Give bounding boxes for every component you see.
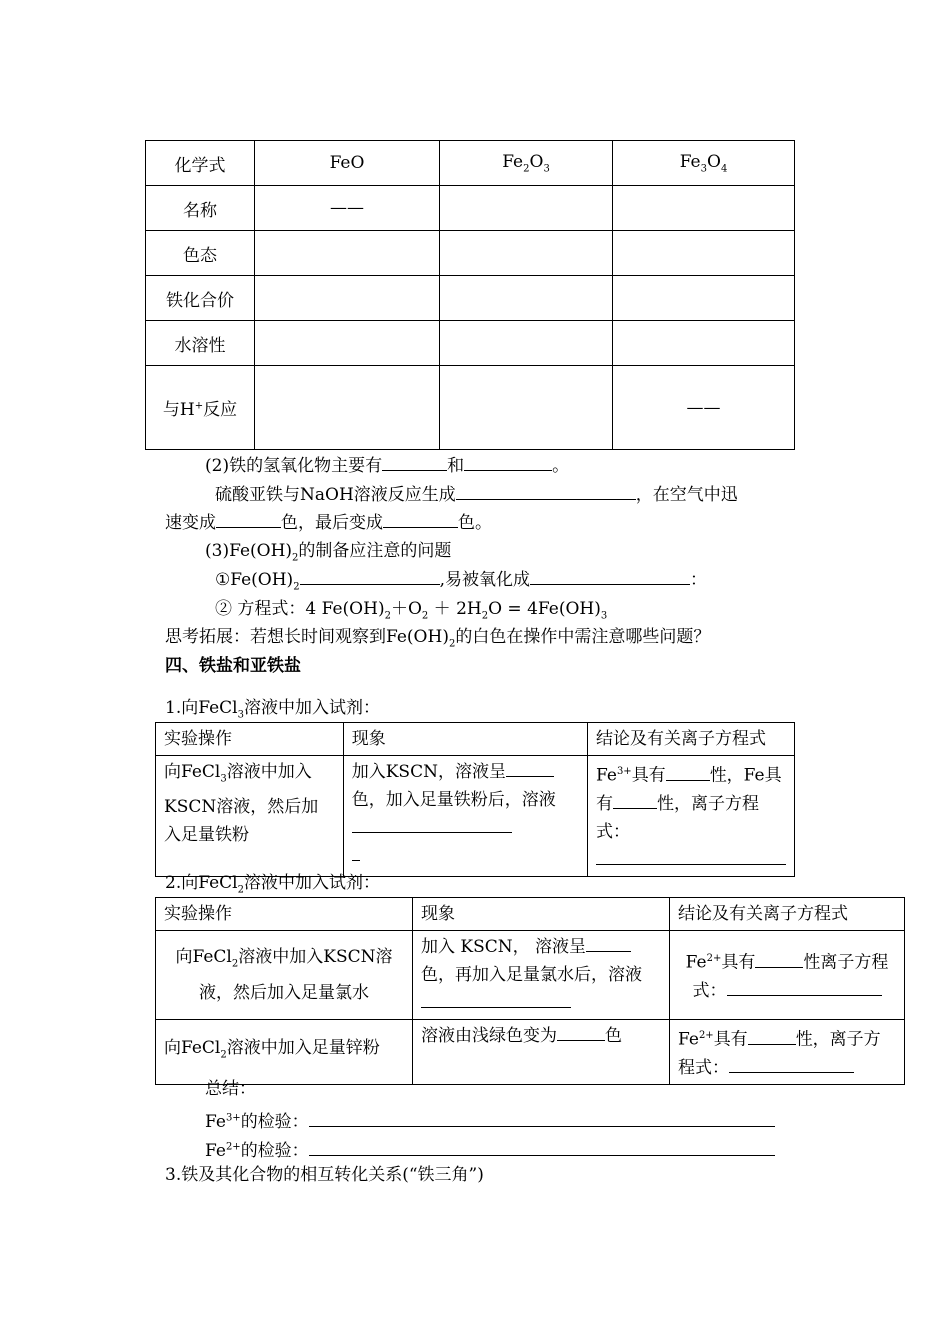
text: $Fe^{2+}$的检验： [205, 1140, 309, 1161]
text: 硫酸亚铁与NaOH溶液反应生成 [215, 485, 456, 505]
conclusion-cell: $Fe^{2+}$具有 性，离子方程式： [670, 1020, 905, 1085]
blank [530, 566, 690, 585]
operation-cell: 向FeCl$_2$溶液中加入足量锌粉 [156, 1020, 413, 1085]
blank [309, 1108, 775, 1127]
sub1-heading: 1.向FeCl$_3$溶液中加入试剂： [165, 698, 380, 721]
operation-cell: 向FeCl$_3$溶液中加入KSCN溶液，然后加入足量铁粉 [156, 756, 344, 877]
table-cell [255, 276, 440, 321]
text: 和 [447, 456, 465, 476]
header-conclusion: 结论及有关离子方程式 [588, 723, 795, 756]
table-row [156, 1020, 905, 1085]
color-change-line [165, 509, 492, 537]
fecl2-table [155, 897, 905, 1085]
equation-line: ② 方程式：4 $Fe(OH)_2+O_2 + 2H_2O = 4Fe(OH)_3$ [215, 599, 608, 622]
table-row [146, 276, 795, 321]
blank [596, 846, 786, 865]
blank [729, 1054, 854, 1073]
header-fe3o4: $Fe_3O_4$ [613, 141, 795, 186]
header-formula: 化学式 [146, 141, 255, 186]
text: 。 [552, 456, 570, 476]
blank [352, 842, 360, 861]
text: (2)铁的氢氧化物主要有 [205, 456, 383, 476]
think-line: 思考拓展：若想长时间观察到$Fe(OH)_2$的白色在操作中需注意哪些问题？ [165, 627, 711, 650]
text: 色，最后变成 [281, 513, 383, 533]
blank [748, 1026, 796, 1045]
row-label-name: 名称 [146, 186, 255, 231]
blank [300, 566, 440, 585]
row-label-solubility: 水溶性 [146, 321, 255, 366]
text: $Fe^{3+}$的检验： [205, 1111, 309, 1132]
table-cell [255, 366, 440, 450]
operation-cell: 向FeCl$_2$溶液中加入KSCN溶液，然后加入足量氯水 [156, 931, 413, 1020]
sub3-heading: 3.铁及其化合物的相互转化关系(“铁三角”) [165, 1165, 484, 1185]
header-conclusion: 结论及有关离子方程式 [670, 898, 905, 931]
blank [464, 452, 552, 471]
phenomenon-cell [413, 1020, 670, 1085]
conclusion-cell: $Fe^{2+}$具有 性离子方程式： [670, 931, 905, 1020]
header-phenomenon: 现象 [413, 898, 670, 931]
blank [456, 481, 636, 500]
table-cell [613, 321, 795, 366]
header-operation: 实验操作 [156, 723, 344, 756]
preparation-heading: $(3)Fe(OH)_2$的制备应注意的问题 [205, 541, 452, 564]
table-row [146, 186, 795, 231]
blank [666, 762, 710, 781]
fe3-test-line [205, 1104, 775, 1136]
table-cell [440, 321, 613, 366]
blank [309, 1137, 775, 1156]
text: 色。 [458, 513, 492, 533]
header-phenomenon: 现象 [343, 723, 587, 756]
table-cell: —— [255, 186, 440, 231]
section4-heading: 四、铁盐和亚铁盐 [165, 656, 301, 676]
header-operation: 实验操作 [156, 898, 413, 931]
table-cell [613, 231, 795, 276]
sub2-heading: 2.向FeCl$_2$溶液中加入试剂： [165, 873, 380, 896]
text: 色 [605, 1026, 622, 1046]
blank [216, 509, 281, 528]
oxide-table-header [146, 141, 795, 186]
table-cell [613, 276, 795, 321]
text: 加入 KSCN， 溶液呈 [421, 937, 587, 957]
hydroxide-line [205, 452, 569, 480]
table-cell [440, 366, 613, 450]
blank [613, 790, 657, 809]
table-cell [613, 186, 795, 231]
table-cell [440, 231, 613, 276]
blank [727, 977, 882, 996]
text: 色，再加入足量氯水后，溶液 [421, 965, 642, 985]
table-cell [440, 186, 613, 231]
oxide-table [145, 140, 795, 450]
text: ： [689, 570, 707, 590]
phenomenon-cell [413, 931, 670, 1020]
table-row [146, 321, 795, 366]
blank [383, 509, 458, 528]
row-label-acid: 与H+反应 [146, 366, 255, 450]
summary-label: 总结： [205, 1079, 256, 1099]
fecl3-table [155, 722, 795, 877]
table-cell [255, 231, 440, 276]
phenomenon-cell [343, 756, 587, 877]
row-label-valence: 铁化合价 [146, 276, 255, 321]
blank [506, 758, 554, 777]
conclusion-cell: $Fe^{3+}$具有 性，Fe具有 性，离子方程式： [588, 756, 795, 877]
table-header-row [156, 898, 905, 931]
table-cell [440, 276, 613, 321]
ferrous-sulfate-line [215, 481, 738, 509]
text: 色，加入足量铁粉后，溶液 [351, 790, 556, 810]
header-feo: FeO [255, 141, 440, 186]
text: ，在空气中迅 [635, 485, 738, 505]
header-fe2o3: $Fe_2O_3$ [440, 141, 613, 186]
row-label-color: 色态 [146, 231, 255, 276]
blank [755, 949, 803, 968]
table-row [156, 931, 905, 1020]
table-cell: —— [613, 366, 795, 450]
table-row [146, 231, 795, 276]
table-row [146, 366, 795, 450]
blank [382, 452, 447, 471]
blank [352, 814, 512, 833]
blank [557, 1022, 605, 1041]
text: 速变成 [165, 513, 216, 533]
text: $①Fe(OH)_2$ [215, 570, 300, 593]
text: ,易被氧化成 [439, 570, 530, 590]
table-row [156, 756, 795, 877]
table-cell [255, 321, 440, 366]
table-header-row [156, 723, 795, 756]
fe2-test-line [205, 1133, 775, 1165]
text: 溶液由浅绿色变为 [421, 1026, 557, 1046]
blank [586, 933, 631, 952]
text: 加入KSCN，溶液呈 [351, 762, 506, 782]
blank [421, 989, 571, 1008]
